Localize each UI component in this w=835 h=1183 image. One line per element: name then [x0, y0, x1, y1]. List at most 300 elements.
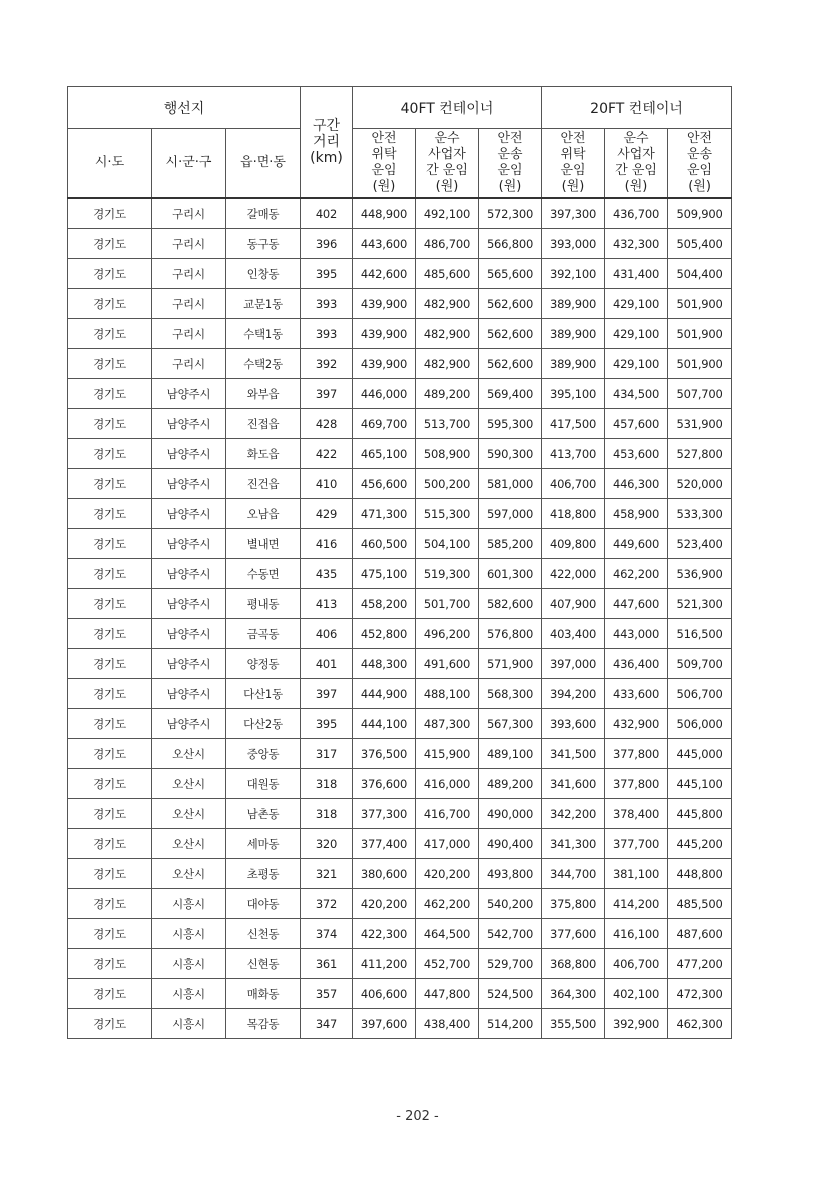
cell-distance: 317 [301, 739, 353, 769]
cell-20ft-consignment: 406,700 [542, 469, 605, 499]
table-row [68, 799, 732, 829]
cell-eupmyeondong: 동구동 [226, 229, 301, 259]
cell-20ft-transport: 477,200 [668, 949, 732, 979]
cell-eupmyeondong: 세마동 [226, 829, 301, 859]
cell-20ft-consignment: 418,800 [542, 499, 605, 529]
cell-40ft-transport: 562,600 [479, 349, 542, 379]
cell-20ft-transport: 523,400 [668, 529, 732, 559]
cell-40ft-transport: 565,600 [479, 259, 542, 289]
cell-20ft-transport: 536,900 [668, 559, 732, 589]
cell-20ft-transport: 485,500 [668, 889, 732, 919]
cell-sido: 경기도 [68, 529, 152, 559]
cell-40ft-consignment: 446,000 [353, 379, 416, 409]
cell-20ft-carrier: 429,100 [605, 319, 668, 349]
cell-40ft-carrier: 416,700 [416, 799, 479, 829]
cell-40ft-consignment: 471,300 [353, 499, 416, 529]
cell-sigungu: 구리시 [152, 349, 226, 379]
cell-40ft-consignment: 380,600 [353, 859, 416, 889]
cell-sigungu: 구리시 [152, 319, 226, 349]
cell-sido: 경기도 [68, 589, 152, 619]
cell-40ft-transport: 568,300 [479, 679, 542, 709]
cell-sigungu: 남양주시 [152, 679, 226, 709]
cell-eupmyeondong: 교문1동 [226, 289, 301, 319]
cell-20ft-transport: 472,300 [668, 979, 732, 1009]
header-distance: 구간 거리 (km) [301, 87, 353, 199]
cell-40ft-consignment: 444,100 [353, 709, 416, 739]
cell-20ft-consignment: 368,800 [542, 949, 605, 979]
cell-40ft-consignment: 411,200 [353, 949, 416, 979]
table-row [68, 619, 732, 649]
cell-40ft-consignment: 420,200 [353, 889, 416, 919]
cell-distance: 401 [301, 649, 353, 679]
header-group-20ft: 20FT 컨테이너 [542, 87, 732, 129]
cell-20ft-carrier: 377,800 [605, 769, 668, 799]
cell-sido: 경기도 [68, 229, 152, 259]
table-row [68, 949, 732, 979]
header-sido: 시·도 [68, 129, 152, 199]
cell-20ft-carrier: 378,400 [605, 799, 668, 829]
cell-20ft-transport: 448,800 [668, 859, 732, 889]
cell-eupmyeondong: 매화동 [226, 979, 301, 1009]
cell-40ft-carrier: 482,900 [416, 289, 479, 319]
cell-20ft-consignment: 377,600 [542, 919, 605, 949]
cell-40ft-transport: 489,200 [479, 769, 542, 799]
cell-distance: 396 [301, 229, 353, 259]
cell-20ft-consignment: 341,500 [542, 739, 605, 769]
cell-distance: 422 [301, 439, 353, 469]
cell-40ft-carrier: 519,300 [416, 559, 479, 589]
cell-sigungu: 오산시 [152, 859, 226, 889]
table-row [68, 349, 732, 379]
cell-sigungu: 시흥시 [152, 919, 226, 949]
cell-20ft-carrier: 434,500 [605, 379, 668, 409]
cell-40ft-carrier: 462,200 [416, 889, 479, 919]
table-row [68, 259, 732, 289]
cell-20ft-carrier: 431,400 [605, 259, 668, 289]
cell-40ft-transport: 571,900 [479, 649, 542, 679]
cell-eupmyeondong: 신천동 [226, 919, 301, 949]
cell-eupmyeondong: 오남읍 [226, 499, 301, 529]
cell-sigungu: 남양주시 [152, 649, 226, 679]
cell-20ft-transport: 533,300 [668, 499, 732, 529]
cell-40ft-carrier: 491,600 [416, 649, 479, 679]
cell-40ft-consignment: 442,600 [353, 259, 416, 289]
cell-40ft-consignment: 448,300 [353, 649, 416, 679]
cell-eupmyeondong: 다산2동 [226, 709, 301, 739]
cell-distance: 429 [301, 499, 353, 529]
cell-sigungu: 남양주시 [152, 409, 226, 439]
cell-distance: 374 [301, 919, 353, 949]
cell-40ft-transport: 582,600 [479, 589, 542, 619]
cell-sido: 경기도 [68, 379, 152, 409]
cell-20ft-transport: 521,300 [668, 589, 732, 619]
cell-sido: 경기도 [68, 829, 152, 859]
cell-20ft-consignment: 417,500 [542, 409, 605, 439]
header-20ft-carrier-rate: 운수 사업자 간 운임 (원) [605, 129, 668, 199]
cell-20ft-consignment: 389,900 [542, 319, 605, 349]
cell-sido: 경기도 [68, 679, 152, 709]
cell-40ft-consignment: 458,200 [353, 589, 416, 619]
cell-20ft-carrier: 458,900 [605, 499, 668, 529]
cell-sido: 경기도 [68, 769, 152, 799]
cell-distance: 393 [301, 289, 353, 319]
header-destination: 행선지 [68, 87, 301, 129]
cell-distance: 318 [301, 769, 353, 799]
cell-40ft-consignment: 377,300 [353, 799, 416, 829]
cell-20ft-carrier: 377,800 [605, 739, 668, 769]
cell-eupmyeondong: 남촌동 [226, 799, 301, 829]
cell-40ft-transport: 490,400 [479, 829, 542, 859]
cell-sigungu: 구리시 [152, 259, 226, 289]
cell-distance: 347 [301, 1009, 353, 1039]
cell-40ft-transport: 489,100 [479, 739, 542, 769]
header-20ft-consignment-rate: 안전 위탁 운임 (원) [542, 129, 605, 199]
cell-sido: 경기도 [68, 889, 152, 919]
cell-40ft-transport: 597,000 [479, 499, 542, 529]
cell-20ft-transport: 527,800 [668, 439, 732, 469]
cell-sido: 경기도 [68, 799, 152, 829]
cell-20ft-transport: 445,000 [668, 739, 732, 769]
cell-sigungu: 남양주시 [152, 439, 226, 469]
cell-sigungu: 남양주시 [152, 559, 226, 589]
cell-distance: 413 [301, 589, 353, 619]
cell-40ft-transport: 514,200 [479, 1009, 542, 1039]
header-20ft-transport-rate: 안전 운송 운임 (원) [668, 129, 732, 199]
cell-40ft-transport: 595,300 [479, 409, 542, 439]
cell-distance: 395 [301, 259, 353, 289]
cell-40ft-consignment: 397,600 [353, 1009, 416, 1039]
cell-sido: 경기도 [68, 289, 152, 319]
cell-40ft-carrier: 504,100 [416, 529, 479, 559]
cell-distance: 402 [301, 198, 353, 229]
cell-20ft-carrier: 432,300 [605, 229, 668, 259]
table-row [68, 229, 732, 259]
cell-20ft-consignment: 397,300 [542, 198, 605, 229]
cell-40ft-consignment: 475,100 [353, 559, 416, 589]
cell-sido: 경기도 [68, 469, 152, 499]
header-40ft-carrier-rate: 운수 사업자 간 운임 (원) [416, 129, 479, 199]
cell-eupmyeondong: 진접읍 [226, 409, 301, 439]
cell-20ft-consignment: 395,100 [542, 379, 605, 409]
cell-eupmyeondong: 금곡동 [226, 619, 301, 649]
cell-distance: 435 [301, 559, 353, 589]
cell-sido: 경기도 [68, 559, 152, 589]
cell-40ft-carrier: 492,100 [416, 198, 479, 229]
cell-20ft-consignment: 364,300 [542, 979, 605, 1009]
cell-20ft-consignment: 422,000 [542, 559, 605, 589]
cell-40ft-transport: 529,700 [479, 949, 542, 979]
cell-20ft-carrier: 416,100 [605, 919, 668, 949]
table-row [68, 198, 732, 229]
cell-20ft-transport: 504,400 [668, 259, 732, 289]
table-row [68, 769, 732, 799]
table-row [68, 469, 732, 499]
table-row [68, 529, 732, 559]
cell-distance: 410 [301, 469, 353, 499]
cell-distance: 357 [301, 979, 353, 1009]
cell-40ft-transport: 566,800 [479, 229, 542, 259]
cell-40ft-carrier: 508,900 [416, 439, 479, 469]
cell-sido: 경기도 [68, 198, 152, 229]
cell-20ft-transport: 509,700 [668, 649, 732, 679]
cell-sido: 경기도 [68, 1009, 152, 1039]
cell-40ft-carrier: 489,200 [416, 379, 479, 409]
cell-sigungu: 구리시 [152, 198, 226, 229]
cell-sido: 경기도 [68, 739, 152, 769]
page-number: - 202 - [396, 1109, 439, 1124]
table-row [68, 559, 732, 589]
cell-40ft-transport: 562,600 [479, 289, 542, 319]
cell-eupmyeondong: 수택2동 [226, 349, 301, 379]
cell-20ft-carrier: 377,700 [605, 829, 668, 859]
cell-20ft-carrier: 392,900 [605, 1009, 668, 1039]
table-row [68, 289, 732, 319]
cell-40ft-carrier: 515,300 [416, 499, 479, 529]
cell-40ft-transport: 590,300 [479, 439, 542, 469]
cell-sigungu: 시흥시 [152, 889, 226, 919]
table-row [68, 319, 732, 349]
cell-eupmyeondong: 평내동 [226, 589, 301, 619]
cell-40ft-transport: 524,500 [479, 979, 542, 1009]
cell-20ft-carrier: 429,100 [605, 289, 668, 319]
table-row [68, 889, 732, 919]
cell-20ft-carrier: 457,600 [605, 409, 668, 439]
cell-20ft-carrier: 453,600 [605, 439, 668, 469]
cell-distance: 361 [301, 949, 353, 979]
cell-40ft-transport: 493,800 [479, 859, 542, 889]
cell-40ft-consignment: 443,600 [353, 229, 416, 259]
cell-eupmyeondong: 인창동 [226, 259, 301, 289]
cell-eupmyeondong: 대원동 [226, 769, 301, 799]
cell-40ft-consignment: 460,500 [353, 529, 416, 559]
cell-40ft-consignment: 439,900 [353, 349, 416, 379]
cell-40ft-transport: 581,000 [479, 469, 542, 499]
table-row [68, 499, 732, 529]
cell-20ft-transport: 487,600 [668, 919, 732, 949]
cell-20ft-transport: 462,300 [668, 1009, 732, 1039]
cell-40ft-consignment: 376,600 [353, 769, 416, 799]
cell-20ft-transport: 445,800 [668, 799, 732, 829]
freight-rate-table [67, 86, 732, 1039]
cell-40ft-consignment: 465,100 [353, 439, 416, 469]
cell-sido: 경기도 [68, 649, 152, 679]
cell-40ft-carrier: 500,200 [416, 469, 479, 499]
cell-20ft-consignment: 407,900 [542, 589, 605, 619]
cell-40ft-transport: 601,300 [479, 559, 542, 589]
cell-20ft-consignment: 389,900 [542, 289, 605, 319]
header-40ft-transport-rate: 안전 운송 운임 (원) [479, 129, 542, 199]
cell-distance: 320 [301, 829, 353, 859]
cell-sido: 경기도 [68, 979, 152, 1009]
table-row [68, 439, 732, 469]
cell-20ft-consignment: 375,800 [542, 889, 605, 919]
cell-40ft-carrier: 482,900 [416, 349, 479, 379]
cell-20ft-carrier: 429,100 [605, 349, 668, 379]
cell-20ft-carrier: 436,700 [605, 198, 668, 229]
table-body [68, 198, 732, 1039]
cell-40ft-consignment: 377,400 [353, 829, 416, 859]
cell-40ft-carrier: 417,000 [416, 829, 479, 859]
cell-sigungu: 오산시 [152, 739, 226, 769]
table-row [68, 979, 732, 1009]
cell-20ft-carrier: 436,400 [605, 649, 668, 679]
cell-sigungu: 시흥시 [152, 1009, 226, 1039]
cell-40ft-transport: 542,700 [479, 919, 542, 949]
cell-20ft-carrier: 447,600 [605, 589, 668, 619]
cell-sido: 경기도 [68, 859, 152, 889]
cell-sigungu: 구리시 [152, 229, 226, 259]
cell-sigungu: 오산시 [152, 829, 226, 859]
cell-20ft-transport: 501,900 [668, 319, 732, 349]
cell-eupmyeondong: 화도읍 [226, 439, 301, 469]
table-row [68, 679, 732, 709]
cell-40ft-transport: 540,200 [479, 889, 542, 919]
cell-20ft-consignment: 409,800 [542, 529, 605, 559]
cell-distance: 397 [301, 379, 353, 409]
cell-40ft-consignment: 422,300 [353, 919, 416, 949]
cell-eupmyeondong: 중앙동 [226, 739, 301, 769]
cell-40ft-transport: 562,600 [479, 319, 542, 349]
table-row [68, 409, 732, 439]
cell-20ft-carrier: 381,100 [605, 859, 668, 889]
cell-eupmyeondong: 신현동 [226, 949, 301, 979]
cell-eupmyeondong: 대야동 [226, 889, 301, 919]
cell-20ft-carrier: 432,900 [605, 709, 668, 739]
cell-sigungu: 남양주시 [152, 709, 226, 739]
header-40ft-consignment-rate: 안전 위탁 운임 (원) [353, 129, 416, 199]
cell-eupmyeondong: 수동면 [226, 559, 301, 589]
cell-20ft-consignment: 342,200 [542, 799, 605, 829]
cell-20ft-transport: 501,900 [668, 349, 732, 379]
cell-sido: 경기도 [68, 259, 152, 289]
cell-40ft-transport: 576,800 [479, 619, 542, 649]
cell-20ft-transport: 507,700 [668, 379, 732, 409]
cell-40ft-transport: 572,300 [479, 198, 542, 229]
cell-40ft-carrier: 447,800 [416, 979, 479, 1009]
cell-20ft-consignment: 413,700 [542, 439, 605, 469]
cell-40ft-carrier: 452,700 [416, 949, 479, 979]
cell-distance: 318 [301, 799, 353, 829]
cell-40ft-carrier: 482,900 [416, 319, 479, 349]
cell-40ft-carrier: 464,500 [416, 919, 479, 949]
table-row [68, 649, 732, 679]
cell-40ft-consignment: 444,900 [353, 679, 416, 709]
cell-20ft-carrier: 402,100 [605, 979, 668, 1009]
cell-sigungu: 시흥시 [152, 979, 226, 1009]
cell-sigungu: 남양주시 [152, 589, 226, 619]
cell-40ft-carrier: 513,700 [416, 409, 479, 439]
cell-20ft-carrier: 446,300 [605, 469, 668, 499]
cell-eupmyeondong: 진건읍 [226, 469, 301, 499]
header-group-40ft: 40FT 컨테이너 [353, 87, 542, 129]
cell-20ft-consignment: 355,500 [542, 1009, 605, 1039]
cell-40ft-carrier: 416,000 [416, 769, 479, 799]
cell-20ft-consignment: 393,000 [542, 229, 605, 259]
cell-eupmyeondong: 수택1동 [226, 319, 301, 349]
cell-40ft-consignment: 448,900 [353, 198, 416, 229]
cell-distance: 397 [301, 679, 353, 709]
cell-40ft-consignment: 376,500 [353, 739, 416, 769]
cell-distance: 393 [301, 319, 353, 349]
cell-distance: 392 [301, 349, 353, 379]
cell-40ft-consignment: 456,600 [353, 469, 416, 499]
cell-20ft-carrier: 449,600 [605, 529, 668, 559]
cell-20ft-consignment: 393,600 [542, 709, 605, 739]
cell-20ft-transport: 509,900 [668, 198, 732, 229]
cell-20ft-transport: 506,000 [668, 709, 732, 739]
cell-40ft-carrier: 487,300 [416, 709, 479, 739]
cell-sido: 경기도 [68, 409, 152, 439]
cell-sido: 경기도 [68, 439, 152, 469]
cell-40ft-carrier: 501,700 [416, 589, 479, 619]
cell-sido: 경기도 [68, 709, 152, 739]
cell-eupmyeondong: 갈매동 [226, 198, 301, 229]
cell-40ft-transport: 585,200 [479, 529, 542, 559]
cell-40ft-carrier: 415,900 [416, 739, 479, 769]
table-row [68, 919, 732, 949]
cell-sigungu: 남양주시 [152, 469, 226, 499]
cell-40ft-consignment: 406,600 [353, 979, 416, 1009]
header-sigungu: 시·군·구 [152, 129, 226, 199]
cell-20ft-transport: 531,900 [668, 409, 732, 439]
cell-20ft-carrier: 433,600 [605, 679, 668, 709]
table-row [68, 379, 732, 409]
cell-20ft-carrier: 406,700 [605, 949, 668, 979]
table-row [68, 739, 732, 769]
cell-eupmyeondong: 초평동 [226, 859, 301, 889]
cell-sigungu: 구리시 [152, 289, 226, 319]
cell-40ft-consignment: 439,900 [353, 319, 416, 349]
cell-40ft-carrier: 420,200 [416, 859, 479, 889]
cell-20ft-consignment: 341,600 [542, 769, 605, 799]
table-row [68, 829, 732, 859]
table-header [68, 87, 732, 199]
cell-distance: 428 [301, 409, 353, 439]
cell-20ft-carrier: 462,200 [605, 559, 668, 589]
cell-sigungu: 오산시 [152, 799, 226, 829]
cell-20ft-consignment: 403,400 [542, 619, 605, 649]
cell-distance: 321 [301, 859, 353, 889]
cell-40ft-consignment: 452,800 [353, 619, 416, 649]
cell-20ft-consignment: 344,700 [542, 859, 605, 889]
cell-sido: 경기도 [68, 349, 152, 379]
cell-sigungu: 오산시 [152, 769, 226, 799]
cell-distance: 406 [301, 619, 353, 649]
cell-20ft-transport: 506,700 [668, 679, 732, 709]
cell-20ft-transport: 445,200 [668, 829, 732, 859]
cell-sido: 경기도 [68, 949, 152, 979]
cell-20ft-transport: 520,000 [668, 469, 732, 499]
cell-20ft-carrier: 414,200 [605, 889, 668, 919]
cell-40ft-consignment: 469,700 [353, 409, 416, 439]
cell-20ft-transport: 516,500 [668, 619, 732, 649]
cell-20ft-carrier: 443,000 [605, 619, 668, 649]
cell-eupmyeondong: 별내면 [226, 529, 301, 559]
cell-sigungu: 남양주시 [152, 619, 226, 649]
table-row [68, 589, 732, 619]
table-row [68, 859, 732, 889]
cell-distance: 395 [301, 709, 353, 739]
cell-40ft-carrier: 496,200 [416, 619, 479, 649]
cell-40ft-carrier: 485,600 [416, 259, 479, 289]
cell-sigungu: 시흥시 [152, 949, 226, 979]
cell-distance: 416 [301, 529, 353, 559]
cell-eupmyeondong: 와부읍 [226, 379, 301, 409]
table-row [68, 709, 732, 739]
cell-20ft-consignment: 389,900 [542, 349, 605, 379]
cell-sido: 경기도 [68, 919, 152, 949]
cell-20ft-consignment: 397,000 [542, 649, 605, 679]
